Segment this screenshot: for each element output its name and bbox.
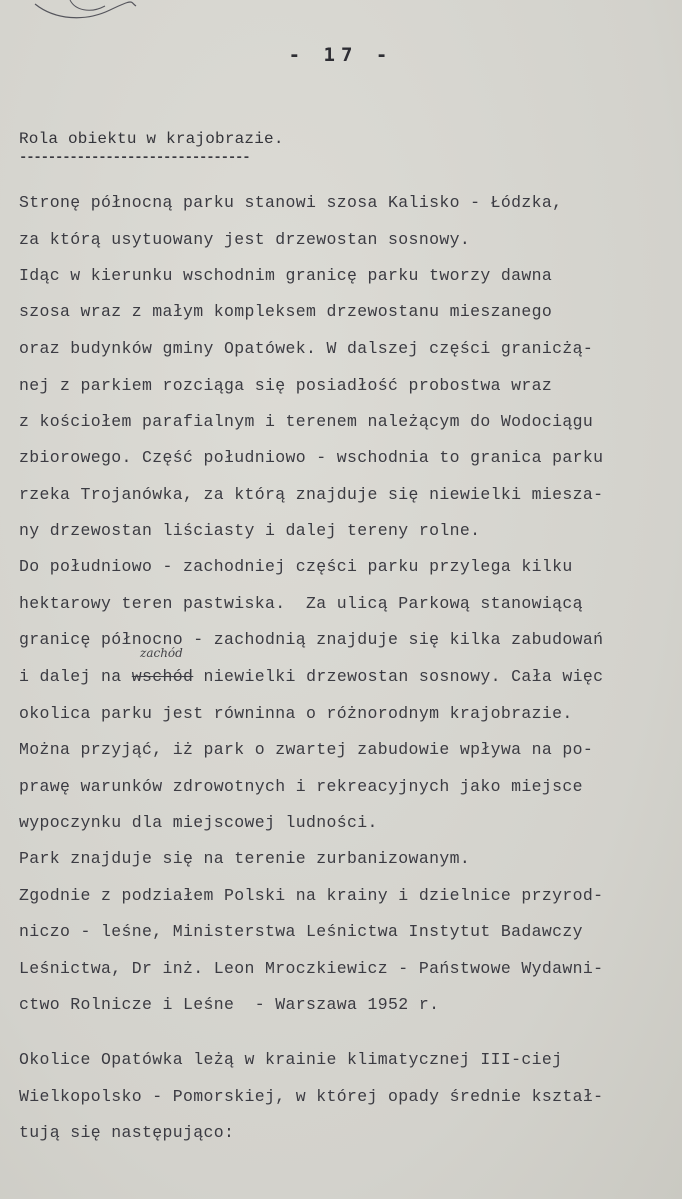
text-line: zbiorowego. Część południowo - wschodnia to granica parku — [19, 448, 604, 467]
text-line: Zgodnie z podziałem Polski na krainy i dzielnice przyrod- — [19, 886, 604, 905]
text-line: Wielkopolsko - Pomorskiej, w której opady średnie kształ- — [19, 1087, 604, 1106]
text-after-strike: niewielki drzewostan sosnowy. Cała więc — [193, 667, 604, 686]
handwritten-correction: zachód — [140, 646, 183, 660]
text-line: Okolice Opatówka leżą w krainie klimatycznej III-ciej — [19, 1050, 563, 1069]
page-number: - 17 - — [288, 44, 394, 66]
text-line: granicę północno - zachodnią znajduje się kilka zabudowań — [19, 630, 604, 649]
text-line: Stronę północną parku stanowi szosa Kalisko - Łódzka, — [19, 193, 563, 212]
text-line: okolica parku jest równinna o różnorodnym krajobrazie. — [19, 704, 573, 723]
text-line: oraz budynków gminy Opatówek. W dalszej części granicżą- — [19, 339, 594, 358]
struck-word: wschód — [131, 667, 194, 686]
text-line: ny drzewostan liściasty i dalej tereny rolne. — [19, 521, 481, 540]
text-line: Leśnictwa, Dr inż. Leon Mroczkiewicz - Państwowe Wydawni- — [19, 959, 604, 978]
text-before-strike: i dalej na — [19, 667, 132, 686]
section-heading: Rola obiektu w krajobrazie. — [19, 130, 284, 148]
text-line-corrected — [19, 667, 603, 686]
text-line: rzeka Trojanówka, za którą znajduje się niewielki miesza- — [19, 485, 604, 504]
text-line: szosa wraz z małym kompleksem drzewostanu mieszanego — [19, 302, 553, 321]
text-line: Idąc w kierunku wschodnim granicę parku tworzy dawna — [19, 266, 553, 285]
text-line: niczo - leśne, Ministerstwa Leśnictwa Instytut Badawczy — [19, 922, 583, 941]
text-line: za którą usytuowany jest drzewostan sosnowy. — [19, 230, 471, 249]
text-line: Można przyjąć, iż park o zwartej zabudowie wpływa na po- — [19, 740, 594, 759]
text-line: hektarowy teren pastwiska. Za ulicą Parkową stanowiącą — [19, 594, 583, 613]
text-line: tują się następująco: — [19, 1123, 235, 1142]
heading-underline: -------------------------------- — [19, 150, 250, 166]
text-line: z kościołem parafialnym i terenem należącym do Wodociągu — [19, 412, 594, 431]
pen-scribble-mark — [30, 0, 140, 30]
text-line: wypoczynku dla miejscowej ludności. — [19, 813, 378, 832]
text-line: prawę warunków zdrowotnych i rekreacyjnych jako miejsce — [19, 777, 583, 796]
text-line: Park znajduje się na terenie zurbanizowanym. — [19, 849, 471, 868]
text-line: nej z parkiem rozciąga się posiadłość probostwa wraz — [19, 376, 553, 395]
text-line: Do południowo - zachodniej części parku przylega kilku — [19, 557, 573, 576]
text-line: ctwo Rolnicze i Leśne - Warszawa 1952 r. — [19, 995, 440, 1014]
